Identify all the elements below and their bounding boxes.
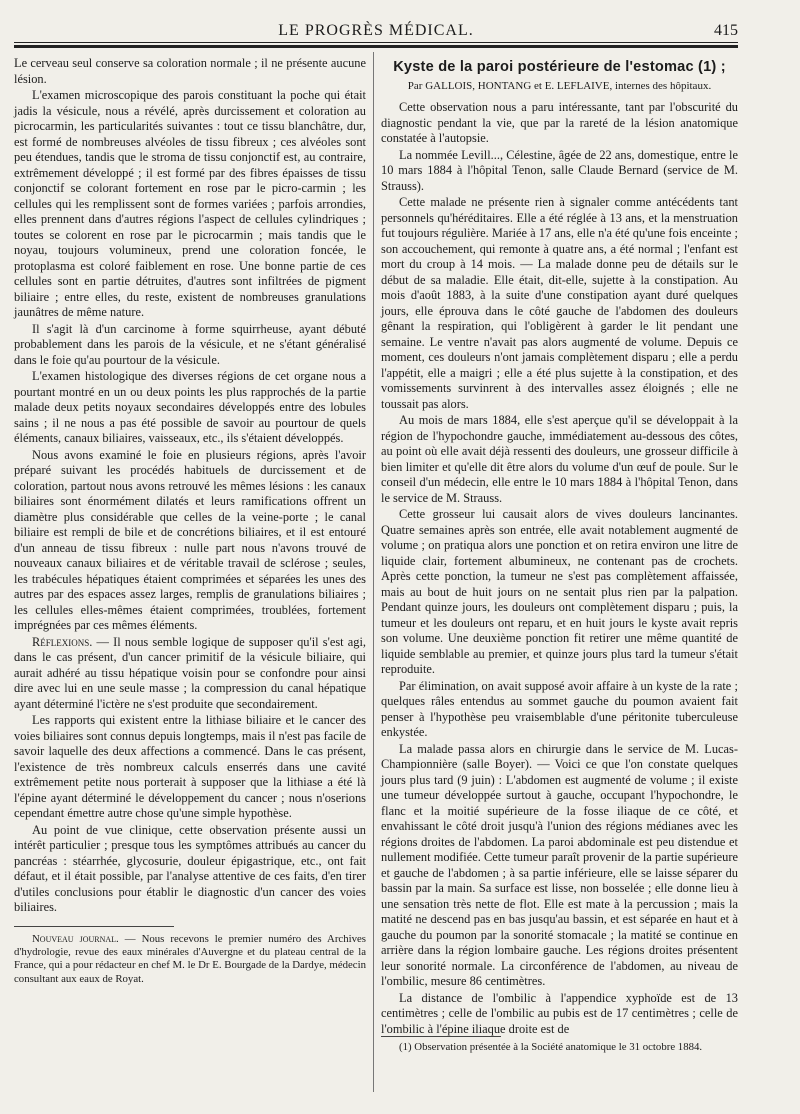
paragraph: Les rapports qui existent entre la lithiase biliaire et le cancer des voies biliaires sont connus depuis longtemps, mais il n'est pas facile de savoir laquelle des deux affections a commencé. Dans le cas présent, l'existence de très nombreux calculs enserrés dans une cavité extrêmement petite nous porterait à supposer que la lithiase a été là l'épine ayant déterminé le développement du cancer ; nous n'oserions cependant émettre autre chose qu'une simple hypothèse. xyxy=(14,713,366,820)
paragraph: Cette grosseur lui causait alors de vives douleurs lancinantes. Quatre semaines après son entrée, elle avait notablement augmenté de volume ; on pratiqua alors une ponction et on retira environ une litre de liquide clair, fortement albumineux, ne contenant pas de crochets. Après cette ponction, la tumeur ne s'est pas complètement affaissée, mais au bout de huit jours on ne sentait plus rien par la palpation. Pendant quinze jours, les douleurs ont complètement disparu ; puis, la tumeur et les douleurs ont reparu, et en huit jours le kyste avait repris son volume. Une deuxième ponction fit retirer une même quantité de liquide semblable au premier, et quinze jours plus tard la tumeur s'était reproduite. xyxy=(381,507,738,676)
paragraph: La malade passa alors en chirurgie dans le service de M. Lucas-Championnière (salle Boyer). — Voici ce que l'on constate quelques jours plus tard (9 juin) : L'abdomen est augmenté de volume ; il existe une tumeur développée surtout à gauche, occupant l'hypochondre, le flanc et la moitié supérieure de la fosse iliaque de ce côté, et envahissant le côté droit jusqu'à l'union des régions médianes avec les régions droites de l'abdomen. La paroi abdominale est peu distendue et nullement modifiée. Cette tumeur paraît provenir de la partie supérieure et gauche de l'abdomen ; à sa partie inférieure, elle se laisse séparer du bassin par la main. Sa surface est lisse, non bosselée ; elle donne lieu à une sensation très nette de flot. Elle est mate à la percussion ; mais la matité ne descend pas en bas jusqu'au bassin, et est séparée en haut et à gauche du poumon par la sonorité stomacale ; la matité se continue en arrière dans la région lombaire gauche. Les régions droites présentent leur sonorité normale. La circonférence de l'abdomen, au niveau de l'ombilic, mesure 86 centimètres. xyxy=(381,741,738,988)
paragraph: La nommée Levill..., Célestine, âgée de 22 ans, domestique, entre le 10 mars 1884 à l'hôpital Tenon, salle Claude Bernard (service de M. Strauss). xyxy=(381,147,738,193)
paragraph: La distance de l'ombilic à l'appendice xyphoïde est de 13 centimètres ; celle de l'ombilic au pubis est de 17 centimètres ; celle de l'ombilic à l'épine iliaque droite est de xyxy=(381,990,738,1036)
news-note-label: Nouveau journal. xyxy=(32,932,119,945)
footnote-area xyxy=(381,1036,738,1054)
right-column xyxy=(381,56,738,1038)
footnote-separator xyxy=(381,1036,501,1037)
reflexions-label: Réflexions. xyxy=(32,634,93,649)
paragraph: Au mois de mars 1884, elle s'est aperçue qu'il se développait à la région de l'hypochondre gauche, immédiatement au-dessous des côtes, au point où elle avait déjà ressenti des douleurs, une grosseur difficile à bien limiter et qu'elle dit être alors du volume d'un œuf de poule. Sur le conseil d'un médecin, elle entre le 10 mars 1884 à l'hôpital Tenon, dans le service de M. Strauss. xyxy=(381,413,738,505)
paragraph: Par élimination, on avait supposé avoir affaire à un kyste de la rate ; quelques râles entendus au sommet gauche du poumon avaient fait penser à l'hypothèse peu vraisemblable d'une péritonite tuberculeuse enkystée. xyxy=(381,678,738,739)
left-column xyxy=(14,56,366,986)
header-rule-thin xyxy=(14,42,738,43)
page-number: 415 xyxy=(714,22,738,39)
reflexions-paragraph xyxy=(14,635,366,713)
header-rule-thick xyxy=(14,45,738,48)
article-authors: Par GALLOIS, HONTANG et E. LEFLAIVE, internes des hôpitaux. xyxy=(407,79,712,92)
news-note xyxy=(14,933,366,987)
paragraph: Nous avons examiné le foie en plusieurs régions, après l'avoir préparé suivant les procédés habituels de durcissement et de coloration, partout nous avons retrouvé les mêmes lésions : les canaux biliaires sont énormément dilatés et leurs ramifications offrent un diamètre plus considérable que celles de la veine-porte ; le canal biliaire est rempli de bile et de concrétions biliaires, et il est entouré d'un anneau de tissu fibreux : nulle part nous n'avons trouvé de nouveaux canaux biliaires et de véritable travail de sclérose ; seules, les trabécules hépatiques étaient comprimées et séparées les unes des autres par des espaces assez larges, remplis de granulations biliaires ; les cellules elles-mêmes étaient comprimées, troublées, fortement imprégnées par ces mêmes éléments. xyxy=(14,447,366,632)
paragraph: Cette malade ne présente rien à signaler comme antécédents tant personnels qu'héréditaires. Elle a été réglée à 13 ans, et la menstruation fut toujours régulière. Mariée à 17 ans, elle n'a été qu'une fois enceinte ; son accouchement, qui remonte à quatre ans, a été normal ; l'enfant est mort du croup à 14 mois. — La malade donne peu de détails sur le début de sa maladie. Elle était, dit-elle, sujette à la constipation. Au mois d'août 1883, à la suite d'une constipation ayant duré quelques jours, elle éprouva dans le côté gauche de l'abdomen des douleurs gênant la respiration, qui l'obligèrent à garder le lit pendant une semaine. Le ventre n'avait pas alors augmenté de volume. Depuis ce moment, ces douleurs n'ont jamais complètement disparu ; elle a perdu l'appétit, elle a maigri ; elle a été plus sujette à la constipation, et des vomissements survinrent à des intervalles assez éloignés ; elle ne toussait pas alors. xyxy=(381,195,738,411)
paragraph: L'examen microscopique des parois constituant la poche qui était jadis la vésicule, nous a révélé, après durcissement et coloration au picrocarmin, les particularités suivantes : tout ce tissu blanchâtre, dur, est formé de nombreuses alvéoles de tissu fibreux ; ces alvéoles sont peu étendues, tandis que le stroma de tissu conjonctif est, au contraire, extrêmement développé ; il est formé par des fibres épaisses de tissu conjonctif se colorant fortement en rose par le picro-carmin ; les cellules qui les remplissent sont de formes variées ; parfois arrondies, elles prennent dans d'autres régions l'aspect de cellules cylindriques ; toutes se colorent en rose par le picrocarmin ; mais tandis que le noyau, toujours volumineux, prend une coloration foncée, le protoplasma est coloré faiblement en rose. Une bonne partie de ces cellules sont en partie détruites, d'autres sont infiltrées de pigment biliaire ; entre elles, du reste, existent de nombreuses granulations jaunâtres de même nature. xyxy=(14,88,366,319)
paragraph: Le cerveau seul conserve sa coloration normale ; il ne présente aucune lésion. xyxy=(14,56,366,86)
column-divider xyxy=(373,52,374,1092)
paragraph: L'examen histologique des diverses régions de cet organe nous a pourtant montré en un ou deux points les plus rapprochés de la partie malade deux petits noyaux secondaires développés entre des lobules sains ; il ne nous a pas été possible de savoir au pourtour de quels éléments, canaux biliaires, vaisseaux, etc., ils s'étaient développés. xyxy=(14,369,366,445)
paragraph: Cette observation nous a paru intéressante, tant par l'obscurité du diagnostic pendant la vie, que par la rareté de la lésion anatomique constatée à l'autopsie. xyxy=(381,100,738,145)
paragraph: Au point de vue clinique, cette observation présente aussi un intérêt particulier ; presque tous les symptômes attribués au cancer du pancréas : stéarrhée, glycosurie, douleur épigastrique, etc., ont fait défaut, et il était possible, par l'analyse attentive de ces faits, d'en tirer d'utiles conclusions pour établir le diagnostic d'un cancer des voies biliaires. xyxy=(14,822,366,914)
paragraph: Il s'agit là d'un carcinome à forme squirrheuse, ayant débuté probablement dans les parois de la vésicule, et ne s'étant généralisé dans le foie qu'au pourtour de la vésicule. xyxy=(14,321,366,367)
article-title: Kyste de la paroi postérieure de l'estomac (1) ; xyxy=(393,59,726,75)
section-separator xyxy=(14,926,174,927)
footnote: (1) Observation présentée à la Société anatomique le 31 octobre 1884. xyxy=(399,1041,703,1053)
news-note-text: — Nous recevons le premier numéro des Archives d'hydrologie, revue des eaux minérales d'Auvergne et du plateau central de la France, qui a pour rédacteur en chef M. le Dr E. Bourgade de la Dardye, médecin consultant aux eaux de Royat. xyxy=(14,932,367,985)
reflexions-text: — Il nous semble logique de supposer qu'il s'est agi, dans le cas présent, d'un cancer primitif de la vésicule biliaire, qui aurait adhéré au tissu hépatique voisin pour se confondre pour ainsi dire avec lui en une seule masse ; la compression du canal hépatique ayant déterminé l'ictère ne s'est produite que secondairement. xyxy=(14,634,366,711)
journal-title: LE PROGRÈS MÉDICAL. xyxy=(278,22,474,39)
